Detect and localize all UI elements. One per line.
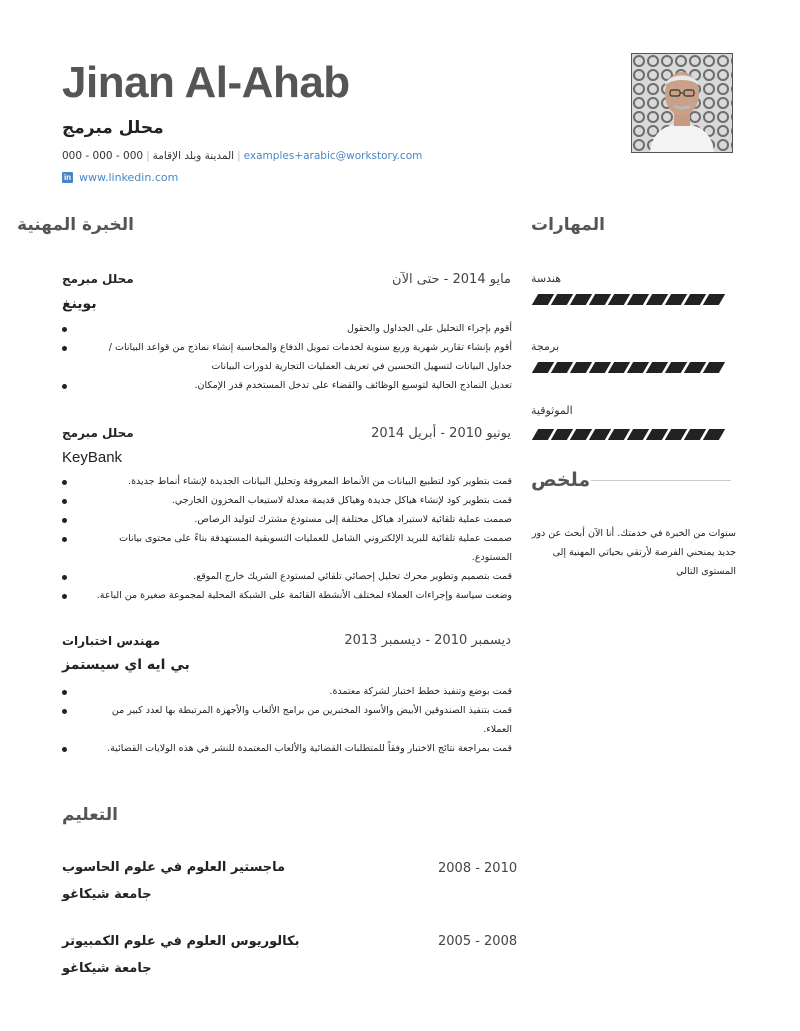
linkedin-text[interactable]: www.linkedin.com: [79, 171, 179, 184]
bullet-icon: [62, 499, 67, 504]
skill-level-bar: [535, 362, 722, 373]
separator: |: [237, 150, 241, 162]
skills-section-title: المهارات: [531, 215, 605, 235]
job-date: ديسمبر 2010 - ديسمبر 2013: [344, 633, 511, 648]
skill-level-bar: [535, 294, 722, 305]
bullet-icon: [62, 327, 67, 332]
skill-label: الموثوقية: [531, 404, 573, 417]
profile-photo: [631, 53, 733, 153]
bullet-icon: [62, 537, 67, 542]
education-date: 2005 - 2008: [438, 934, 518, 949]
candidate-role: محلل مبرمج: [62, 118, 164, 138]
job-bullets: [82, 472, 512, 605]
education-degree: بكالوريوس العلوم في علوم الكمبيوتر: [62, 934, 300, 949]
list-item: قمت بتطوير كود لتطبيع البيانات من الأنماط المعروفة وتحليل البيانات الجديدة لإنشاء أنماط جديدة.: [82, 472, 512, 491]
job-bullets: [82, 682, 512, 758]
list-item: وضعت سياسة وإجراءات العملاء لمختلف الأنشطة القائمة على الشبكة المحلية لمجموعة صغيرة من الباعة.: [82, 586, 512, 605]
phone-text: 000 - 000 - 000: [62, 150, 144, 162]
list-item: قمت بمراجعة نتائج الاختبار وفقاً للمتطلبات القضائية والألعاب المعتمدة للنشر في هذه الولايات القضائية.: [82, 739, 512, 758]
list-item: قمت بتصميم وتطوير محرك تحليل إحصائي تلقائي لمستودع الشريك خارج الموقع.: [82, 567, 512, 586]
bullet-icon: [62, 594, 67, 599]
linkedin-link[interactable]: [62, 171, 178, 184]
education-degree: ماجستير العلوم في علوم الحاسوب: [62, 860, 286, 875]
list-item: تعديل النماذج الحالية لتوسيع الوظائف والقضاء على تدخل المستخدم قدر الإمكان.: [82, 376, 512, 395]
location-text: المدينة وبلد الإقامة: [152, 150, 235, 162]
job-title: محلل مبرمج: [62, 272, 134, 286]
education-date: 2008 - 2010: [438, 861, 518, 876]
skill-label: برمجة: [531, 340, 560, 353]
bullet-icon: [62, 690, 67, 695]
education-school: جامعة شيكاغو: [62, 887, 152, 902]
skill-level-bar: [535, 429, 722, 440]
contact-line: [62, 150, 422, 162]
summary-divider: [591, 480, 731, 481]
list-item: صممت عملية تلقائية لاستيراد هياكل مختلفة إلى مستودع مشترك لتوليد الرصاص.: [82, 510, 512, 529]
education-school: جامعة شيكاغو: [62, 961, 152, 976]
list-item: قمت بتنفيذ الصندوقين الأبيض والأسود المختبرين من برامج الألعاب والأجهزة المرتبطة بها لعدد كبير من العملاء.: [82, 701, 512, 739]
skill-level-segment: [703, 429, 725, 440]
job-title: مهندس اختبارات: [62, 634, 161, 648]
bullet-icon: [62, 346, 67, 351]
bullet-icon: [62, 518, 67, 523]
company-name: بوينغ: [62, 296, 97, 312]
bullet-icon: [62, 709, 67, 714]
bullet-icon: [62, 747, 67, 752]
education-section-title: التعليم: [62, 805, 118, 825]
email-link[interactable]: examples+arabic@workstory.com: [243, 150, 423, 162]
skill-level-segment: [703, 362, 725, 373]
separator: |: [146, 150, 150, 162]
list-item: أقوم بإجراء التحليل على الجداول والحقول: [82, 319, 512, 338]
candidate-name: Jinan Al-Ahab: [62, 58, 350, 107]
bullet-icon: [62, 480, 67, 485]
job-title: محلل مبرمج: [62, 426, 134, 440]
skill-level-segment: [703, 294, 725, 305]
summary-section-title: ملخص: [531, 469, 591, 491]
bullet-icon: [62, 384, 67, 389]
job-date: يونيو 2010 - أبريل 2014: [371, 426, 511, 441]
list-item: قمت بوضع وتنفيذ خطط اختبار لشركة معتمدة.: [82, 682, 512, 701]
experience-section-title: الخبرة المهنية: [17, 215, 134, 235]
company-name: بي ايه اي سيستمز: [62, 657, 190, 673]
bullet-icon: [62, 575, 67, 580]
job-date: مايو 2014 - حتى الآن: [392, 272, 511, 287]
list-item: صممت عملية تلقائية للبريد الإلكتروني الشامل للعمليات التسويقية المستهدفة بناءً على محتوى بيانات المستودع.: [82, 529, 512, 567]
summary-text: سنوات من الخبرة في خدمتك. أنا الآن أبحث عن دور جديد يمنحني الفرصة لأرتقي بحياتي المهنية إلى المستوى التالي: [531, 528, 736, 577]
job-bullets: [82, 319, 512, 395]
list-item: أقوم بإنشاء تقارير شهرية وربع سنوية لخدمات تمويل الدفاع والمحاسبة إنشاء نماذج من قواعد البيانات / جداول البيانات لتسهيل التحسين في تعريف العمليات التجارية لدورات البيانات: [82, 338, 512, 376]
list-item: قمت بتطوير كود لإنشاء هياكل جديدة وهياكل قديمة معدلة لاستيعاب المخزون الخارجي.: [82, 491, 512, 510]
skill-label: هندسة: [531, 272, 562, 285]
linkedin-icon: in: [63, 173, 72, 182]
profile-photo-image: [632, 54, 732, 152]
company-name: KeyBank: [62, 449, 123, 466]
